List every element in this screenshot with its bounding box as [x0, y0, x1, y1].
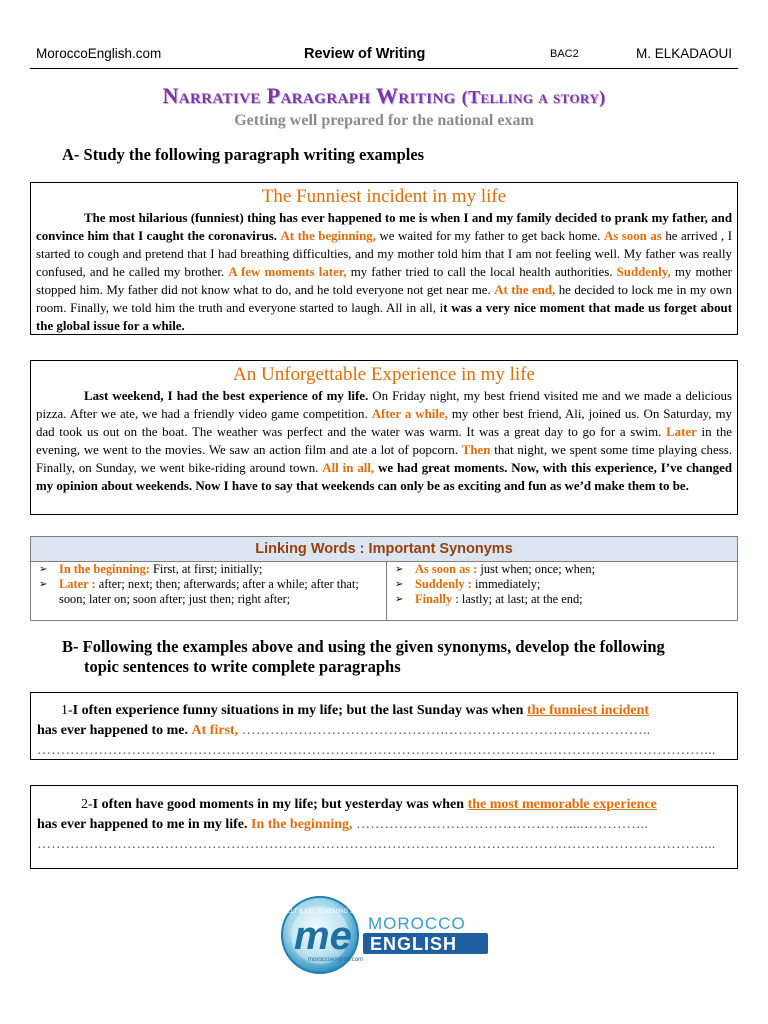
morocco-english-logo [278, 895, 493, 975]
linking-right-column [387, 562, 737, 620]
example-box-2 [30, 360, 738, 515]
list-item: ➢ In the beginning: First, at first; initially; [39, 562, 263, 576]
linking-words-table [30, 536, 738, 621]
task-1-line-2: has ever happened to me. At first, …………………………………….…………………………………….. [37, 723, 651, 738]
task-1-line-3: ……………………………………………………………………………………………………………………………... [37, 743, 716, 758]
linking-left-column [31, 562, 387, 620]
header-author: M. ELKADAOUI [635, 46, 732, 61]
linking-words-heading: Linking Words : Important Synonyms [31, 537, 737, 562]
header-review: Review of Writing [304, 46, 426, 62]
svg-text:ELT & EFL TEACHING SOLUTION: ELT & EFL TEACHING SOLUTION [287, 909, 381, 915]
example-box-1 [30, 182, 738, 335]
task-2-line-1: 2-I often have good moments in my life; but yesterday was when the most memorable experience [81, 797, 657, 812]
arrow-bullet-icon: ➢ [39, 579, 48, 590]
arrow-bullet-icon: ➢ [395, 564, 404, 575]
example-1-paragraph: The most hilarious (funniest) thing has ever happened to me is when I and my family decided to prank my father, and convince him that I caught the coronavirus. At the beginning, we waited for my father to get back home. As soon as he arrived , I started to cough and pretend that I had breathing difficulties, and my mother told him that I am not feeling well. My father was really confused, and he called my brother. A few moments later, my father tried to call the local health authorities. Suddenly, my mother stopped him. My father did not know what to do, and he told everyone not get near me. At the end, he decided to lock me in my own room. Finally, we told him the truth and everyone started to laugh. All in all, it was a very nice moment that made us forget about the global issue for a while. [36, 211, 733, 333]
list-item: ➢ Finally : lastly; at last; at the end; [395, 592, 583, 606]
writing-task-2[interactable] [30, 785, 738, 869]
list-item: ➢ Suddenly : immediately; [395, 577, 541, 591]
arrow-bullet-icon: ➢ [39, 564, 48, 575]
task-2-line-3: ……………………………………………………………………………………………………………………………... [37, 837, 716, 852]
title-paren: (Telling a story) [461, 87, 606, 107]
svg-text:me: me [294, 914, 352, 958]
example-2-title: An Unforgettable Experience in my life [233, 364, 535, 385]
header-level: BAC2 [550, 48, 579, 60]
arrow-bullet-icon: ➢ [395, 579, 404, 590]
section-a-heading: A- Study the following paragraph writing examples [62, 145, 425, 164]
svg-text:MOROCCO: MOROCCO [368, 914, 466, 933]
list-item: ➢ As soon as : just when; once; when; [395, 562, 596, 576]
svg-text:moroccoenglish.com: moroccoenglish.com [308, 957, 364, 963]
list-item: ➢ Later : after; next; then; afterwards; after a while; after that; soon; later on; soon after; just then; right after; [39, 577, 359, 606]
writing-task-1[interactable] [30, 692, 738, 760]
svg-text:ENGLISH: ENGLISH [370, 934, 458, 954]
task-1-line-1: 1-I often experience funny situations in my life; but the last Sunday was when the funniest incident [61, 703, 650, 718]
section-b-heading: B- Following the examples above and using the given synonyms, develop the following topic sentences to write complete paragraphs [62, 637, 665, 676]
header-site: MoroccoEnglish.com [36, 46, 162, 61]
arrow-bullet-icon: ➢ [395, 594, 404, 605]
page-header [30, 38, 738, 69]
title-main: Narrative Paragraph Writing [162, 83, 456, 108]
page-title [0, 83, 768, 109]
example-2-paragraph: Last weekend, I had the best experience of my life. On Friday night, my best friend visited me and we made a delicious pizza. After we ate, we had a friendly video game competition. After a while, my other best friend, Ali, joined us. On Saturday, my dad took us out on the boat. The weather was perfect and the water was warm. It was a great day to go for a swim. Later in the evening, we went to the movies. We saw an action film and ate a lot of popcorn. Then that night, we spent some time playing chess. Finally, on Sunday, we went bike-riding around town. All in all, we had great moments. Now, with this experience, I’ve changed my opinion about weekends. Now I have to say that weekends can only be as exciting and fun as we’d make them to be. [36, 389, 732, 493]
page-subtitle: Getting well prepared for the national exam [234, 112, 534, 129]
task-2-line-2: has ever happened to me in my life. In the beginning, ………………………………………....………….. [37, 817, 649, 832]
example-1-title: The Funniest incident in my life [261, 186, 507, 207]
